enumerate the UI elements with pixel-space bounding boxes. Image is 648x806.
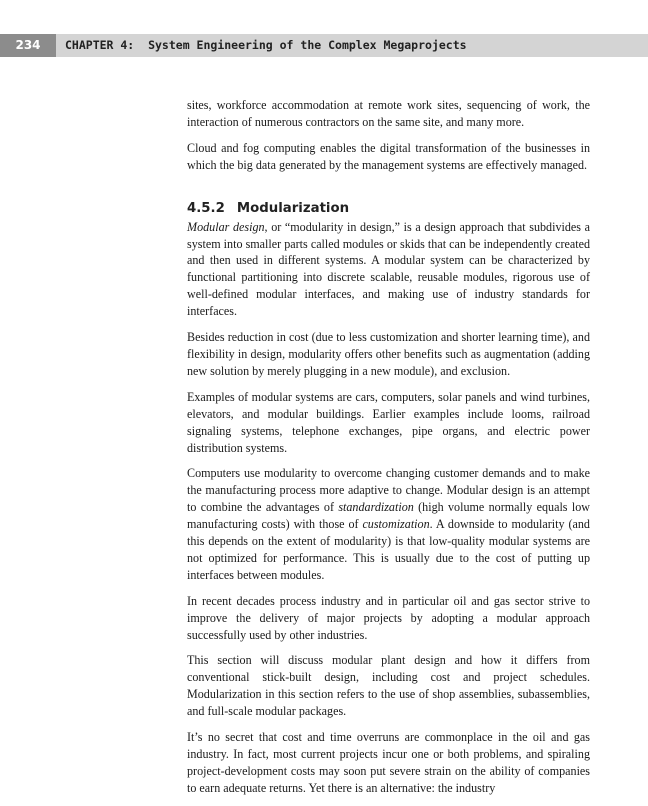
section-title: Modularization — [236, 200, 350, 216]
paragraph-process-industry: In recent decades process industry and in particular oil and gas sector strive to improve the delivery of major projects by adopting a modular approach successfully used by other industries. — [187, 593, 590, 642]
paragraph-overruns: It’s no secret that cost and time overruns are commonplace in the oil and gas industry. In fact, most current projects incur one or both problems, and spiraling project-development costs may soon put severe strain on the ability of companies to earn adequate returns. Yet there is an alternative: the industry — [187, 730, 590, 795]
paragraph-section-scope: This section will discuss modular plant design and how it differs from conventional stick-built design, including cost and project schedules. Modularization in this section refers to the use of shop assemblies, subassemblies, and full-scale modular packages. — [187, 653, 590, 719]
section-number: 4.5.2 — [187, 200, 225, 216]
term-standardization: standardization — [338, 500, 414, 515]
paragraph-continuation: sites, workforce accommodation at remote work sites, sequencing of work, the interaction of numerous contractors on the same site, and many more. — [187, 98, 590, 129]
page-number: 234 — [0, 34, 56, 57]
paragraph-computers: Computers use modularity to overcome changing customer demands and to make the manufacturing process more adaptive to change. Modular design is an attempt to combine the advantages of standardization (high volume normally equals low manufacturing costs) with those of customization. A downside to modularity (and this depends on the extent of modularity) is that low-quality modular systems are not optimized for performance. This is usually due to the cost of putting up interfaces between modules. — [187, 466, 590, 582]
term-customization: customization — [362, 517, 430, 532]
paragraph-cloud-fog: Cloud and fog computing enables the digital transformation of the businesses in which the big data generated by the management systems are effectively managed. — [187, 140, 590, 172]
paragraph-modular-design: Modular design, or “modularity in design,” is a design approach that subdivides a system into smaller parts called modules or skids that can be independently created and then used in different systems. A modular system can be characterized by functional partitioning into discrete scalable, reusable modules, rigorous use of well-defined modular interfaces, and making use of industry standards for interfaces. — [187, 219, 590, 319]
chapter-title: CHAPTER 4: System Engineering of the Complex Megaprojects — [65, 38, 467, 52]
section-heading — [187, 201, 590, 217]
paragraph-benefits: Besides reduction in cost (due to less customization and shorter learning time), and flexibility in design, modularity offers other benefits such as augmentation (adding new solution by merely plugging in a new module), and exclusion. — [187, 330, 590, 378]
term-modular-design: Modular design — [187, 219, 265, 234]
page-body — [187, 97, 590, 806]
running-header — [0, 34, 648, 57]
paragraph-examples: Examples of modular systems are cars, computers, solar panels and wind turbines, elevators, and modular buildings. Earlier examples include looms, railroad signaling systems, telephone exchanges, pipe organs, and electric power distribution systems. — [187, 389, 590, 455]
